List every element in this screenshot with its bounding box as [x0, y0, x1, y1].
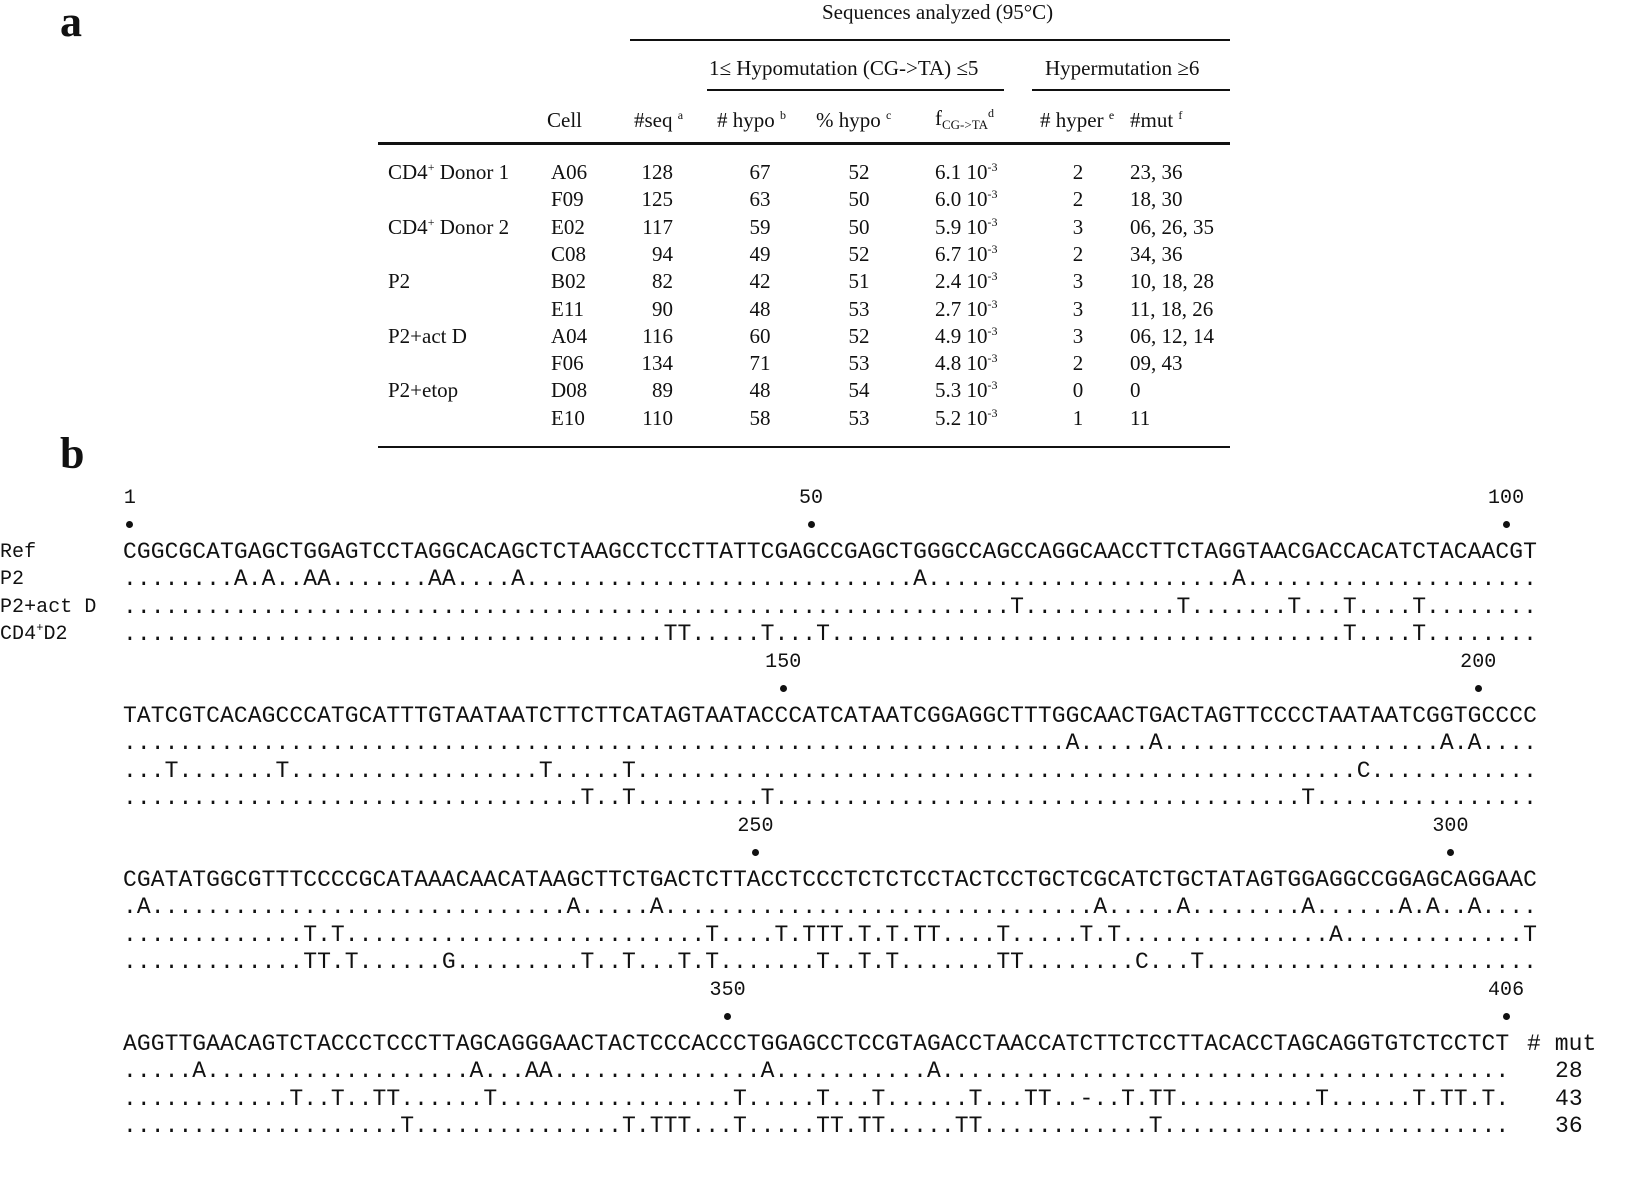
position-marker-label: 406: [1487, 979, 1525, 1002]
hyper-count: 3: [1072, 214, 1084, 239]
cell-id: F09: [551, 187, 584, 212]
seq-count: 89: [652, 378, 673, 403]
reference-sequence: TATCGTCACAGCCCATGCATTTGTAATAATCTTCTTCATAGTAATACCCATCATAATCGGAGGCTTTGGCAACTGACTAGTTCCCCTAATAATCGGTGCCCC: [123, 703, 1537, 729]
cg-ta-frequency: [935, 378, 998, 402]
position-marker-dot: [1503, 521, 1510, 528]
header-hypo: [717, 108, 786, 132]
cd4-superscript: +: [36, 620, 44, 635]
hyper-count: 1: [1072, 405, 1084, 430]
group-name: CD4: [388, 160, 428, 184]
frequency-exponent: -3: [987, 214, 998, 229]
header-hyper: [1040, 108, 1114, 132]
hypo-percent: 52: [848, 160, 870, 184]
position-marker-dot: [780, 685, 787, 692]
cell-id: E10: [551, 405, 585, 430]
footnote-f: f: [1178, 108, 1183, 122]
header-hyper-label: # hyper: [1040, 108, 1104, 132]
cg-ta-frequency: [935, 242, 998, 266]
header-seq: [634, 108, 683, 132]
frequency-mantissa: 6.0 10: [935, 187, 988, 212]
position-marker-label: 350: [709, 979, 746, 1002]
cg-ta-frequency: [935, 215, 998, 239]
hypo-count: 48: [749, 296, 771, 321]
header-frequency: [935, 106, 994, 130]
position-marker-dot: [1475, 685, 1482, 692]
row-label-p2: P2: [0, 568, 25, 592]
position-marker-dot: [1447, 849, 1454, 856]
position-marker-label: 300: [1432, 815, 1469, 838]
cd4-mutation-track: ....................T...............T.TTT...T.....TT.TT.....TT............T.........................: [123, 1112, 1510, 1139]
p2-mutation-track: ....................................................................A.....A....................A.A....: [123, 730, 1537, 757]
footnote-d: d: [988, 106, 995, 120]
group-label: [388, 215, 509, 239]
cd4-mutation-track: .......................................TT.....T...T.....................................T....T........: [123, 620, 1537, 647]
table-title: Sequences analyzed (95°C): [822, 0, 1054, 24]
title-rule: [630, 39, 1230, 41]
group-label: [388, 269, 410, 293]
hyper-count: 2: [1072, 241, 1084, 266]
cd4-mutation-track: .............TT.T......G.........T..T...T.T.......T..T.T.......TT........C...T........................: [123, 948, 1537, 975]
seq-count: 116: [642, 323, 673, 348]
hypermutation-group-header: Hypermutation ≥6: [1045, 56, 1200, 80]
seq-count: 125: [641, 187, 673, 212]
p2-mutation-track: ........A.A..AA.......AA....A............................A......................A.....................: [123, 566, 1537, 593]
bottom-rule: [378, 446, 1230, 448]
cd4-suffix: D2: [43, 622, 68, 646]
cell-id: C08: [551, 241, 587, 266]
group-superscript: +: [427, 214, 435, 229]
cd4-mutation-track: .................................T..T.........T......................................T................: [123, 784, 1537, 811]
position-marker-label: 100: [1487, 487, 1525, 510]
header-f-label: f: [935, 106, 942, 130]
frequency-mantissa: 5.3 10: [935, 378, 988, 403]
panel-letter-a: a: [60, 0, 82, 46]
group-name: P2+act D: [388, 323, 467, 348]
frequency-mantissa: 5.9 10: [935, 214, 988, 239]
hypo-count: 63: [749, 187, 771, 212]
mutation-list: 11: [1130, 405, 1151, 430]
seq-count: 82: [652, 269, 673, 294]
frequency-mantissa: 5.2 10: [935, 405, 988, 430]
position-marker-label: 250: [737, 815, 774, 838]
footnote-c: c: [886, 108, 892, 122]
cg-ta-frequency: [935, 351, 998, 375]
reference-sequence: AGGTTGAACAGTCTACCCTCCCTTAGCAGGGAACTACTCCCACCCTGGAGCCTCCGTAGACCTAACCATCTTCTCCTTACACCTAGCAGGTGTCTCCTCT: [123, 1031, 1510, 1057]
hypo-percent: 52: [848, 241, 870, 266]
frequency-exponent: -3: [987, 241, 998, 256]
p2-mutation-total: 28: [1555, 1058, 1583, 1085]
mutation-list: 11, 18, 26: [1130, 296, 1214, 321]
cell-id: D08: [551, 378, 588, 403]
header-mut: [1130, 108, 1182, 132]
cell-id: E11: [551, 296, 585, 321]
frequency-exponent: -3: [987, 378, 998, 393]
seq-count: 128: [641, 160, 673, 184]
hypo-count: 48: [749, 378, 771, 403]
hypo-count: 49: [749, 241, 771, 266]
mut-count-header: # mut: [1527, 1031, 1597, 1057]
mutation-list: 34, 36: [1130, 241, 1183, 266]
mutation-list: 10, 18, 28: [1130, 269, 1214, 294]
header-pct-hypo: [816, 108, 891, 132]
hyper-count: 2: [1072, 187, 1084, 212]
group-name: CD4: [388, 214, 428, 239]
cell-id: F06: [551, 351, 584, 376]
hypo-count: 60: [749, 323, 771, 348]
frequency-mantissa: 6.1 10: [935, 160, 988, 184]
frequency-mantissa: 2.7 10: [935, 296, 988, 321]
footnote-a: a: [677, 108, 684, 122]
hypo-percent: 53: [848, 296, 870, 321]
frequency-mantissa: 2.4 10: [935, 269, 988, 294]
group-name: P2+etop: [388, 378, 459, 403]
cd4-label: CD4: [0, 622, 37, 646]
hypo-percent: 53: [848, 405, 870, 430]
panel-letter-b: b: [60, 429, 85, 478]
group-name: P2: [388, 269, 411, 294]
position-marker-label: 200: [1460, 651, 1497, 674]
seq-count: 117: [642, 214, 673, 239]
cg-ta-frequency: [935, 160, 998, 184]
group-label: [388, 324, 467, 348]
position-marker-dot: [752, 849, 759, 856]
header-seq-label: #seq: [634, 108, 673, 132]
hypo-count: 42: [749, 269, 771, 294]
hyper-count: 2: [1072, 160, 1084, 184]
cell-id: A06: [551, 160, 588, 184]
hypo-count: 58: [749, 405, 771, 430]
header-rule: [378, 142, 1230, 145]
position-marker-dot: [126, 521, 133, 528]
header-mut-label: #mut: [1130, 108, 1174, 132]
hyper-count: 3: [1072, 269, 1084, 294]
frequency-exponent: -3: [987, 351, 998, 366]
cd4-mutation-total: 36: [1555, 1112, 1583, 1139]
hypo-percent: 51: [848, 269, 870, 294]
footnote-b: b: [780, 108, 786, 122]
seq-count: 94: [652, 241, 673, 266]
footnote-e: e: [1108, 108, 1115, 122]
frequency-exponent: -3: [987, 405, 998, 420]
hypo-percent: 50: [848, 214, 870, 239]
frequency-exponent: -3: [987, 269, 998, 284]
hypo-percent: 54: [848, 378, 870, 403]
cg-ta-frequency: [935, 324, 998, 348]
mutation-list: 09, 43: [1130, 351, 1183, 376]
hyper-count: 3: [1072, 296, 1084, 321]
frequency-mantissa: 6.7 10: [935, 241, 988, 266]
mutation-list: 06, 26, 35: [1130, 214, 1214, 239]
cg-ta-frequency: [935, 187, 998, 211]
frequency-mantissa: 4.8 10: [935, 351, 988, 376]
p2-mutation-track: .....A...................A...AA...............A...........A.........................................: [123, 1058, 1510, 1085]
header-cell: Cell: [547, 108, 582, 132]
hypo-percent: 50: [848, 187, 870, 212]
frequency-exponent: -3: [987, 296, 998, 311]
p2-mutation-track: .A..............................A.....A...............................A.....A........A......A.A..A....: [123, 894, 1537, 921]
group-label: [388, 160, 509, 184]
row-label-actd: P2+act D: [0, 595, 97, 619]
frequency-exponent: -3: [987, 160, 998, 174]
frequency-exponent: -3: [987, 323, 998, 338]
reference-sequence: CGGCGCATGAGCTGGAGTCCTAGGCACAGCTCTAAGCCTCCTTATTCGAGCCGAGCTGGGCCAGCCAGGCAACCTTCTAGGTAACGACCACATCTACAACGT: [123, 539, 1537, 565]
hypo-rule: [707, 89, 1004, 91]
cell-id: E02: [551, 214, 585, 239]
frequency-mantissa: 4.9 10: [935, 323, 988, 348]
group-suffix: Donor 2: [434, 214, 510, 239]
mutation-list: 23, 36: [1130, 160, 1183, 184]
cell-id: B02: [551, 269, 587, 294]
hyper-count: 0: [1072, 378, 1084, 403]
cg-ta-frequency: [935, 297, 998, 321]
hypomutation-group-header: 1≤ Hypomutation (CG->TA) ≤5: [709, 56, 979, 80]
position-marker-label: 1: [123, 487, 136, 510]
row-label-cd4: [0, 621, 68, 648]
mutation-list: 06, 12, 14: [1130, 323, 1214, 348]
hypo-percent: 53: [848, 351, 870, 376]
seq-count: 110: [642, 405, 673, 430]
group-superscript: +: [427, 160, 435, 174]
row-label-ref: Ref: [0, 541, 37, 564]
position-marker-label: 50: [798, 487, 824, 510]
frequency-exponent: -3: [987, 187, 998, 202]
position-marker-dot: [724, 1013, 731, 1020]
actd-mutation-track: ...T.......T..................T.....T....................................................C............: [123, 757, 1537, 784]
group-label: [388, 378, 458, 402]
hypo-count: 59: [749, 214, 771, 239]
actd-mutation-track: ................................................................T...........T.......T...T....T........: [123, 593, 1537, 620]
hyper-rule: [1032, 89, 1230, 91]
actd-mutation-track: .............T.T..........................T....T.TTT.T.T.TT....T.....T.T...............A.............T: [123, 921, 1537, 948]
position-marker-label: 150: [765, 651, 802, 674]
actd-mutation-total: 43: [1555, 1085, 1583, 1112]
seq-count: 90: [652, 296, 673, 321]
mutation-list: 0: [1130, 378, 1141, 403]
header-hypo-label: # hypo: [717, 108, 775, 132]
hyper-count: 2: [1072, 351, 1084, 376]
hypo-percent: 52: [848, 323, 870, 348]
reference-sequence: CGATATGGCGTTTCCCCGCATAAACAACATAAGCTTCTGACTCTTACCTCCCTCTCTCCTACTCCTGCTCGCATCTGCTATAGTGGAGGCCGGAGCAGGAAC: [123, 867, 1537, 893]
group-suffix: Donor 1: [434, 160, 510, 184]
position-marker-dot: [1503, 1013, 1510, 1020]
header-f-subscript: CG->TA: [942, 117, 989, 132]
hypo-count: 71: [749, 351, 771, 376]
position-marker-dot: [808, 521, 815, 528]
seq-count: 134: [641, 351, 673, 376]
actd-mutation-track: ............T..T..TT......T.................T.....T...T......T...TT..-..T.TT..........T......T.TT.T.: [123, 1085, 1510, 1112]
cell-id: A04: [551, 323, 588, 348]
header-pct-label: % hypo: [816, 108, 881, 132]
cg-ta-frequency: [935, 269, 998, 293]
mutation-list: 18, 30: [1130, 187, 1183, 212]
hyper-count: 3: [1072, 323, 1084, 348]
cg-ta-frequency: [935, 406, 998, 430]
hypo-count: 67: [749, 160, 771, 184]
